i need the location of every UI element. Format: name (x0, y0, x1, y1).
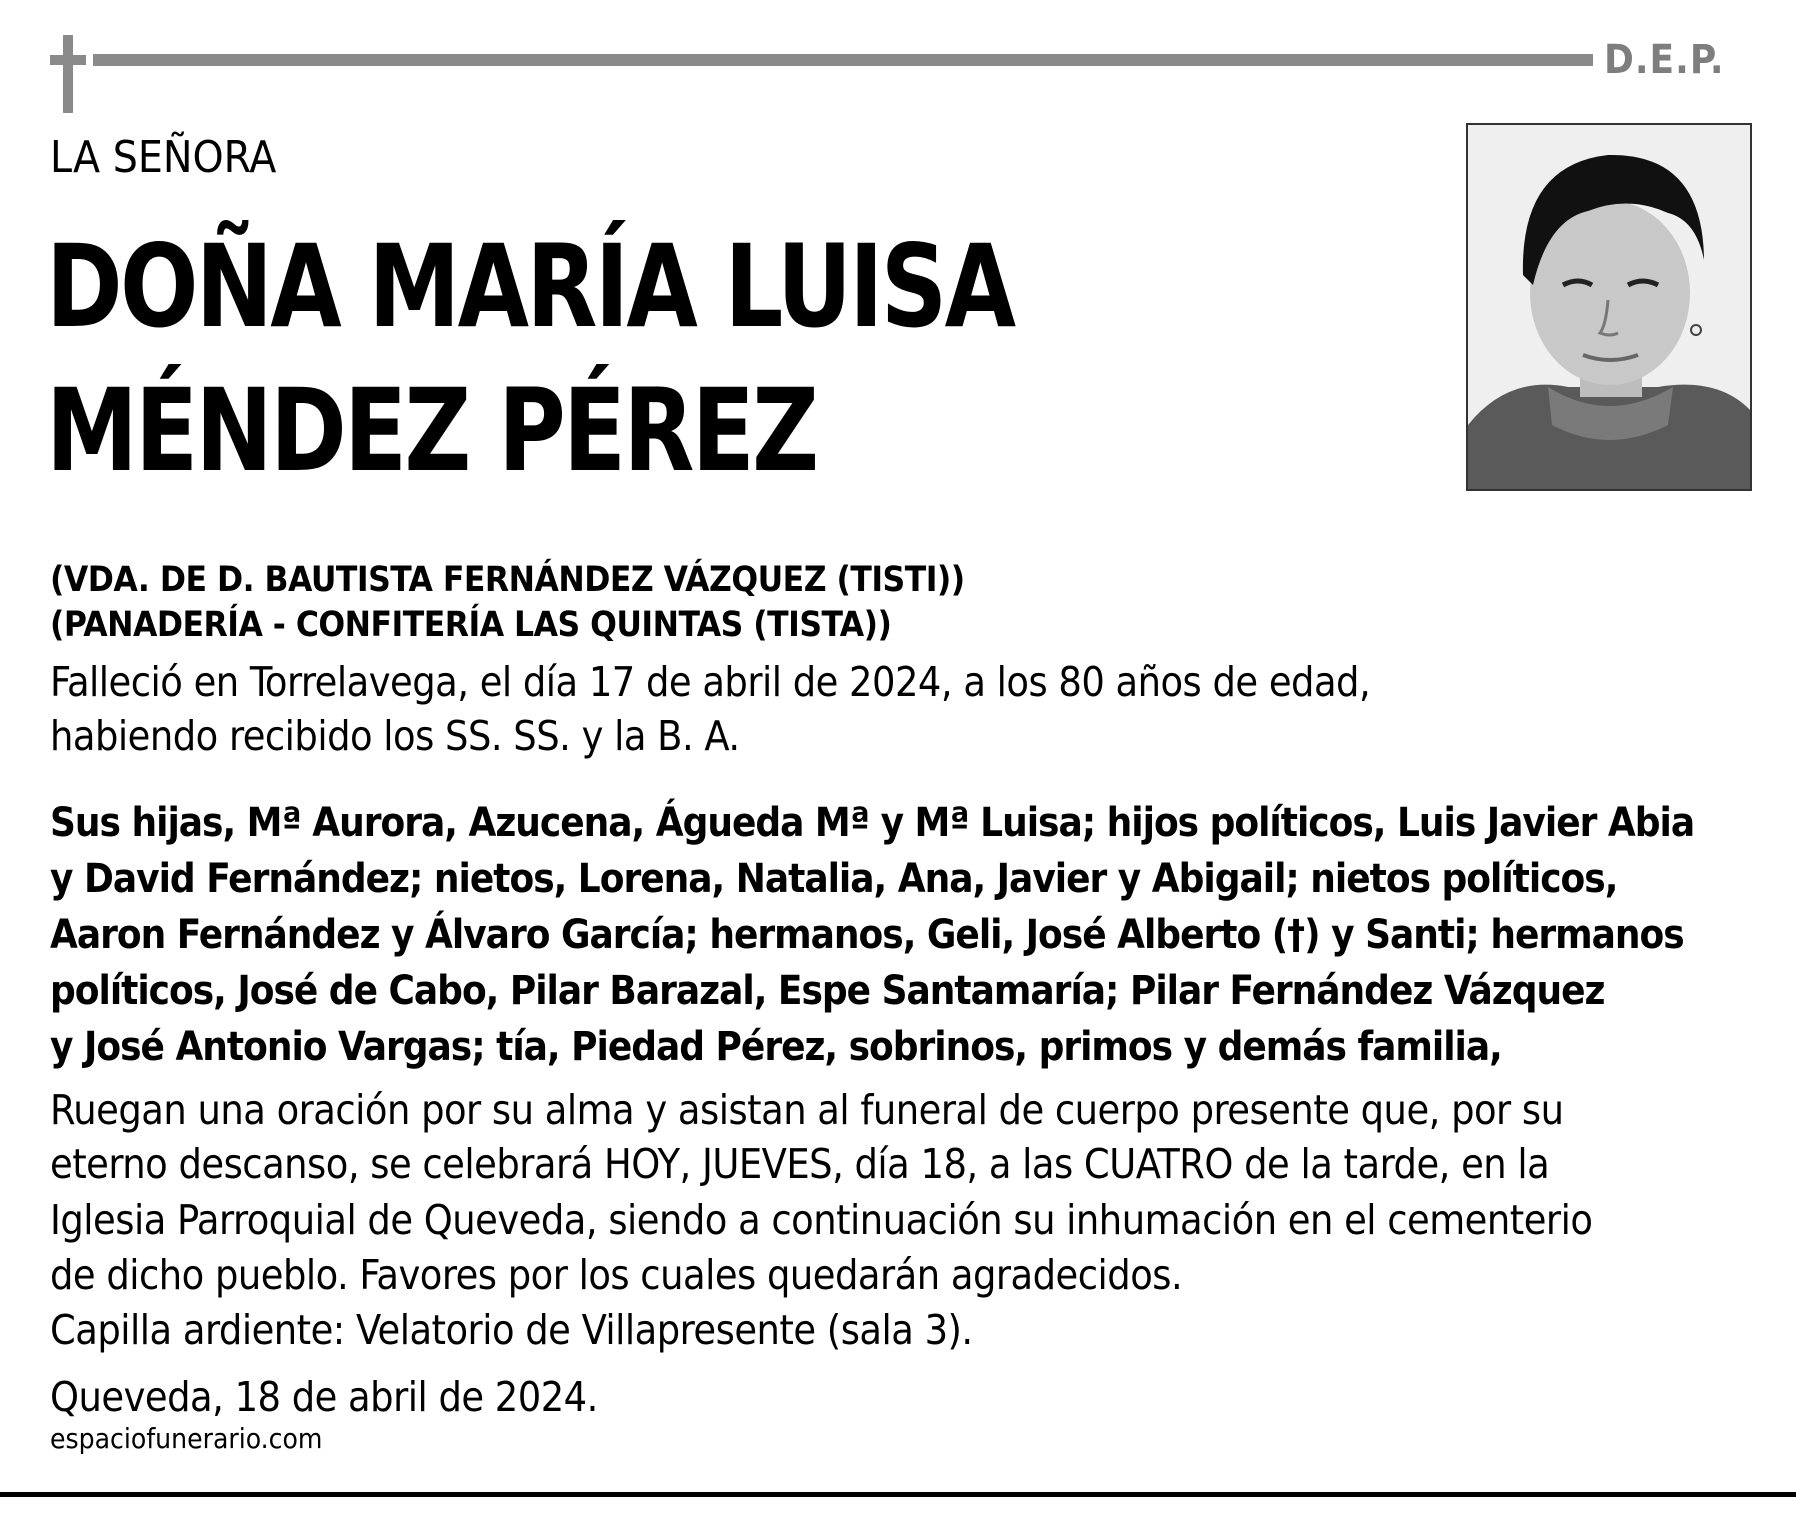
death-line-2: habiendo recibido los SS. SS. y la B. A. (50, 712, 740, 760)
portrait-image (1468, 125, 1750, 489)
funeral-line-2: eterno descanso, se celebrará HOY, JUEVES, día 18, a las CUATRO de la tarde, en la (50, 1140, 1550, 1188)
name-line-2: MÉNDEZ PÉREZ (46, 364, 817, 497)
funeral-line-4: de dicho pueblo. Favores por los cuales quedarán agradecidos. (50, 1251, 1183, 1299)
family-line-1: Sus hijas, Mª Aurora, Azucena, Águeda Mª y Mª Luisa; hijos políticos, Luis Javier Abia (50, 800, 1695, 846)
top-divider (93, 54, 1593, 66)
deceased-name (46, 215, 1013, 503)
family-line-5: y José Antonio Vargas; tía, Piedad Pérez, sobrinos, primos y demás familia, (50, 1024, 1502, 1070)
funeral-line-1: Ruegan una oración por su alma y asistan al funeral de cuerpo presente que, por su (50, 1086, 1564, 1134)
funeral-line-3: Iglesia Parroquial de Queveda, siendo a continuación su inhumación en el cementerio (50, 1196, 1593, 1244)
family-line-3: Aaron Fernández y Álvaro García; hermanos, Geli, José Alberto (†) y Santi; hermanos (50, 912, 1684, 958)
cross-icon (50, 35, 86, 113)
bottom-divider (0, 1492, 1796, 1497)
website-label: espaciofunerario.com (50, 1422, 323, 1455)
name-line-1: DOÑA MARÍA LUISA (46, 220, 1014, 353)
place-date: Queveda, 18 de abril de 2024. (50, 1373, 598, 1421)
death-line-1: Falleció en Torrelavega, el día 17 de abril de 2024, a los 80 años de edad, (50, 658, 1371, 706)
portrait-photo (1466, 123, 1752, 491)
family-line-2: y David Fernández; nietos, Lorena, Natalia, Ana, Javier y Abigail; nietos políticos, (50, 856, 1618, 902)
family-line-4: políticos, José de Cabo, Pilar Barazal, Espe Santamaría; Pilar Fernández Vázquez (50, 968, 1605, 1014)
honorific: LA SEÑORA (50, 132, 277, 183)
dep-label: D.E.P. (1604, 37, 1725, 83)
funeral-line-5: Capilla ardiente: Velatorio de Villapresente (sala 3). (50, 1306, 973, 1354)
subtitle-line-1: (VDA. DE D. BAUTISTA FERNÁNDEZ VÁZQUEZ (TISTI)) (50, 560, 965, 600)
subtitle-line-2: (PANADERÍA - CONFITERÍA LAS QUINTAS (TISTA)) (50, 605, 892, 645)
